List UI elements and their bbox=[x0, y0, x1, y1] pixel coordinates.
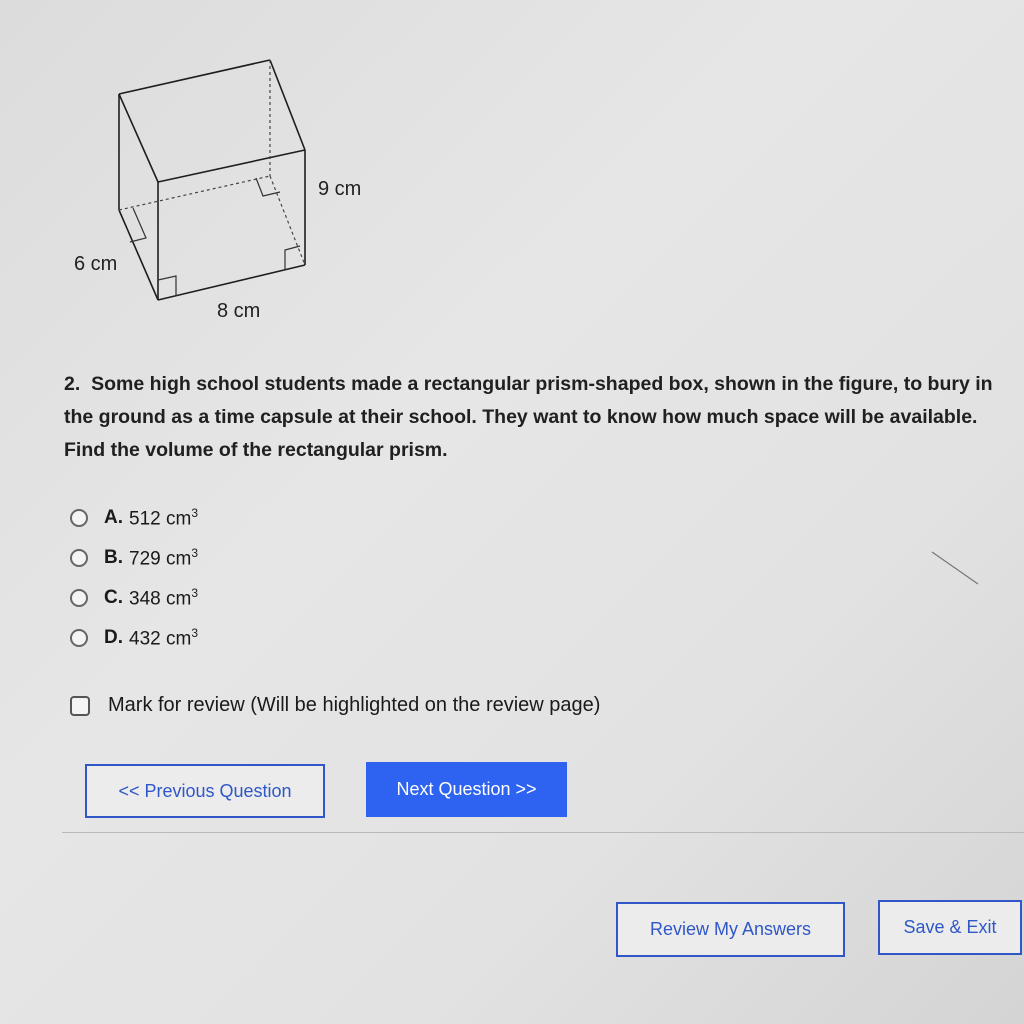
choice-value bbox=[129, 506, 198, 530]
mark-for-review-checkbox[interactable] bbox=[70, 696, 90, 716]
question-number: 2. bbox=[64, 373, 81, 395]
width-label: 8 cm bbox=[217, 300, 261, 322]
save-exit-button[interactable]: Save & Exit bbox=[878, 900, 1022, 955]
next-question-button[interactable]: Next Question >> bbox=[366, 762, 567, 817]
radio-button[interactable] bbox=[70, 509, 88, 527]
previous-question-button[interactable]: << Previous Question bbox=[85, 764, 325, 818]
choice-b[interactable] bbox=[70, 538, 198, 578]
answer-choices bbox=[70, 498, 198, 658]
choice-letter: B. bbox=[104, 547, 123, 568]
choice-value-text: 729 cm bbox=[129, 548, 192, 570]
choice-value-text: 512 cm bbox=[129, 508, 192, 530]
choice-a[interactable] bbox=[70, 498, 198, 538]
choice-exponent: 3 bbox=[191, 625, 198, 640]
question-text bbox=[64, 368, 1014, 467]
mark-for-review-label: Mark for review (Will be highlighted on the review page) bbox=[108, 694, 601, 716]
choice-d[interactable] bbox=[70, 618, 198, 658]
prism-figure bbox=[60, 50, 400, 350]
choice-value-text: 348 cm bbox=[129, 588, 192, 610]
divider bbox=[62, 832, 1024, 833]
choice-value-text: 432 cm bbox=[129, 628, 192, 650]
radio-button[interactable] bbox=[70, 549, 88, 567]
choice-exponent: 3 bbox=[191, 505, 198, 520]
choice-c[interactable] bbox=[70, 578, 198, 618]
screen-glare-mark bbox=[930, 548, 982, 588]
radio-button[interactable] bbox=[70, 589, 88, 607]
question-body: Some high school students made a rectangular prism-shaped box, shown in the figure, to bury in the ground as a time capsule at their school. They want to know how much space will be available. Find the volume of the rectangular prism. bbox=[64, 373, 993, 461]
depth-label: 6 cm bbox=[74, 253, 118, 275]
radio-button[interactable] bbox=[70, 629, 88, 647]
height-label: 9 cm bbox=[318, 178, 362, 200]
choice-letter: C. bbox=[104, 587, 123, 608]
review-answers-button[interactable]: Review My Answers bbox=[616, 902, 845, 957]
choice-exponent: 3 bbox=[191, 585, 198, 600]
choice-exponent: 3 bbox=[191, 545, 198, 560]
choice-value bbox=[129, 626, 198, 650]
choice-letter: A. bbox=[104, 507, 123, 528]
choice-letter: D. bbox=[104, 627, 123, 648]
mark-for-review[interactable] bbox=[70, 694, 600, 717]
choice-value bbox=[129, 546, 198, 570]
choice-value bbox=[129, 586, 198, 610]
